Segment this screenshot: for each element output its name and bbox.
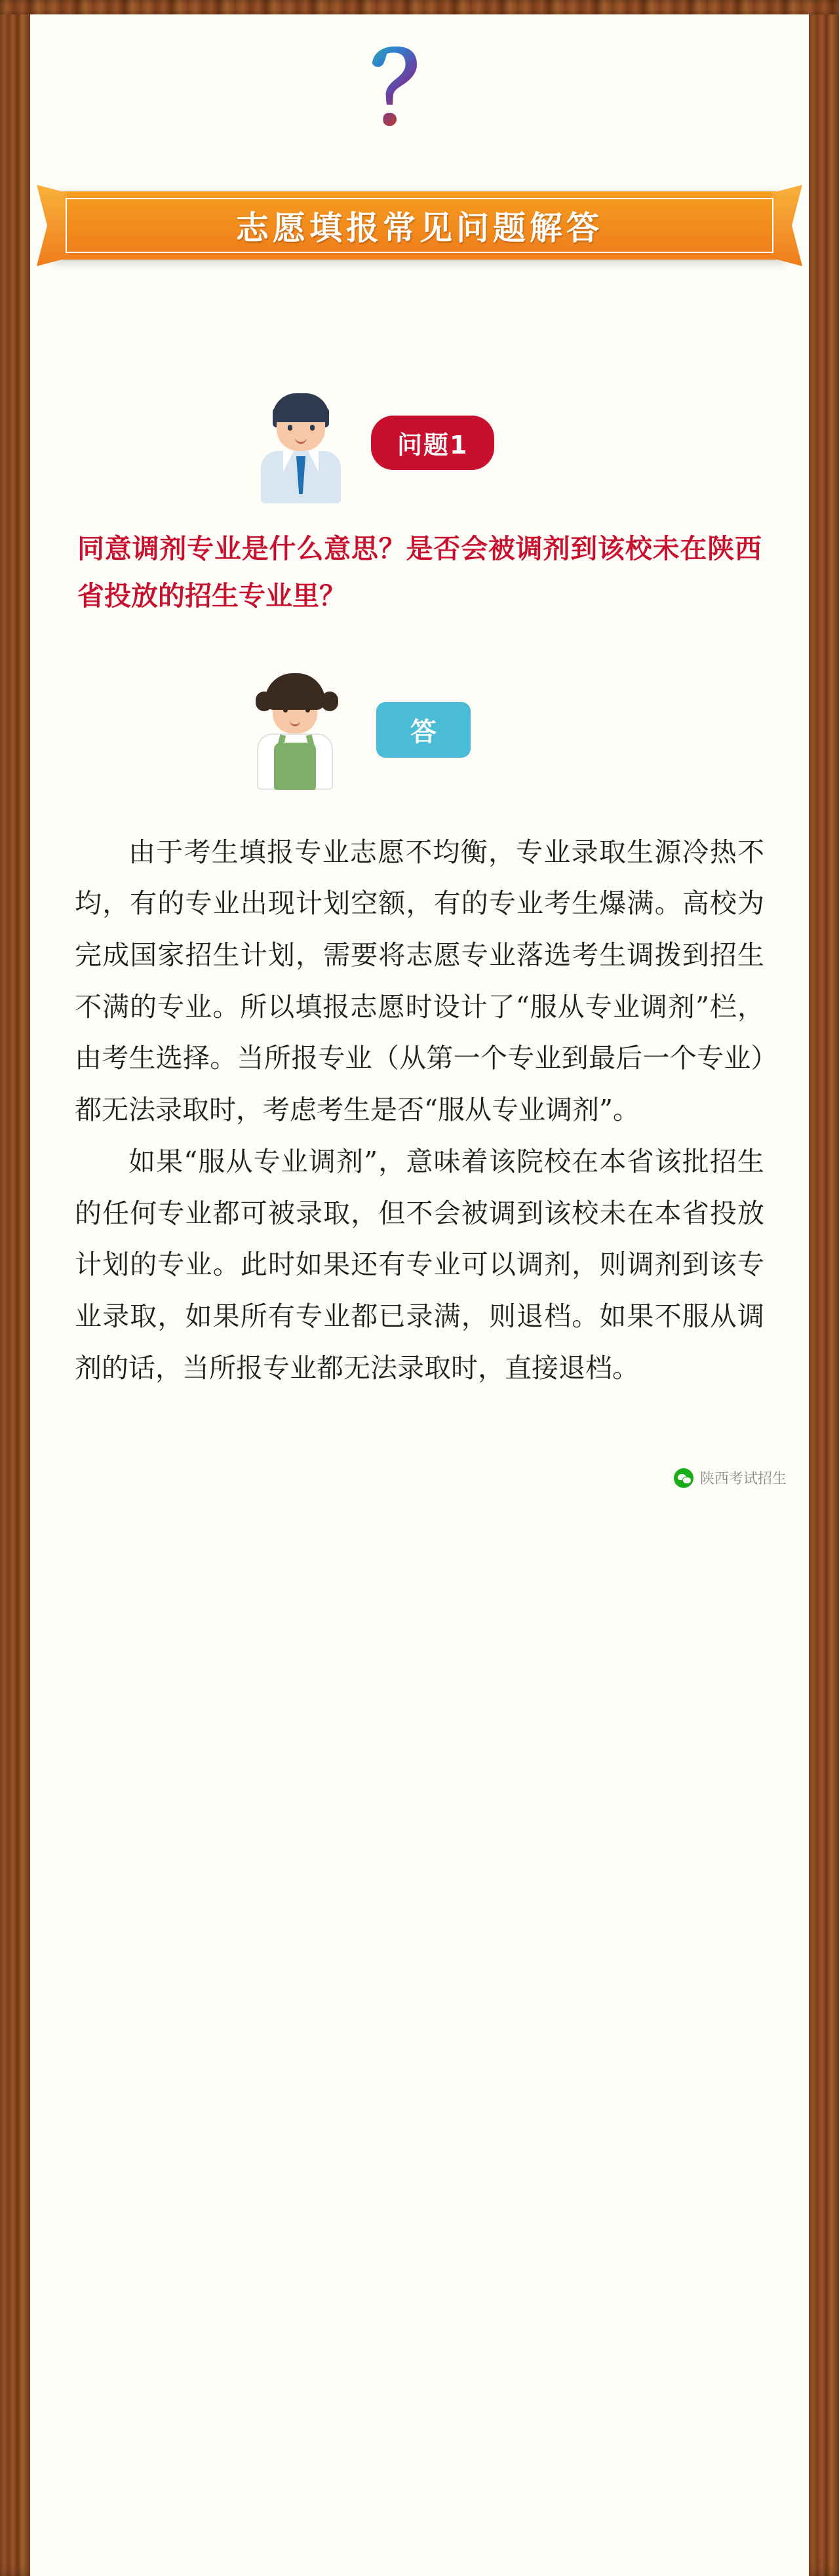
wechat-icon <box>674 1468 693 1488</box>
question-mark-decor <box>30 33 809 147</box>
wood-frame-right <box>809 0 839 2576</box>
question-header-row <box>30 368 809 519</box>
avatar-eye-left <box>288 425 292 431</box>
avatar-eye-right <box>310 425 315 431</box>
page-title: 志愿填报常见问题解答 <box>236 209 603 247</box>
banner-inner-border <box>66 198 773 253</box>
wood-frame-left <box>0 0 30 2576</box>
teacher-eye-right <box>305 707 310 712</box>
question-text: 同意调剂专业是什么意思？是否会被调剂到该校未在陕西省投放的招生专业里？ <box>77 533 762 612</box>
student-avatar <box>246 388 355 503</box>
answer-header-row <box>30 656 809 813</box>
avatar-collar-left <box>283 451 294 472</box>
poster-footer <box>30 1433 809 1505</box>
wood-frame-top <box>0 0 839 14</box>
title-banner <box>54 186 785 265</box>
answer-paragraph-1: 由于考生填报专业志愿不均衡，专业录取生源冷热不均，有的专业出现计划空额，有的专业考生爆满。高校为完成国家招生计划，需要将志愿专业落选考生调拨到招生不满的专业。所以填报志愿时设计了“服从专业调剂”栏，由考生选择。当所报专业（从第一个专业到最后一个专业）都无法录取时，考虑考生是否“服从专业调剂”。 <box>75 836 764 1126</box>
teacher-hair <box>265 673 325 710</box>
avatar-collar-right <box>308 451 319 472</box>
teacher-eye-left <box>283 707 288 712</box>
poster-content <box>30 14 809 2576</box>
question-badge: 问题1 <box>371 416 494 470</box>
answer-paragraph-2: 如果“服从专业调剂”，意味着该院校在本省该批招生的任何专业都可被录取，但不会被调到该校未在本省投放计划的专业。此时如果还有专业可以调剂，则调剂到该专业录取，如果所有专业都已录满，则退档。如果不服从调剂的话，当所报专业都无法录取时，直接退档。 <box>75 1145 764 1384</box>
teacher-avatar <box>240 669 355 794</box>
answer-badge: 答 <box>376 702 471 758</box>
question-mark-icon: ？ <box>370 33 469 147</box>
footer-credit <box>674 1468 787 1488</box>
answer-body <box>75 827 764 1394</box>
poster-header <box>30 14 809 336</box>
account-name: 陕西考试招生 <box>699 1471 787 1488</box>
avatar-hair <box>273 393 329 422</box>
teacher-apron <box>274 743 316 790</box>
